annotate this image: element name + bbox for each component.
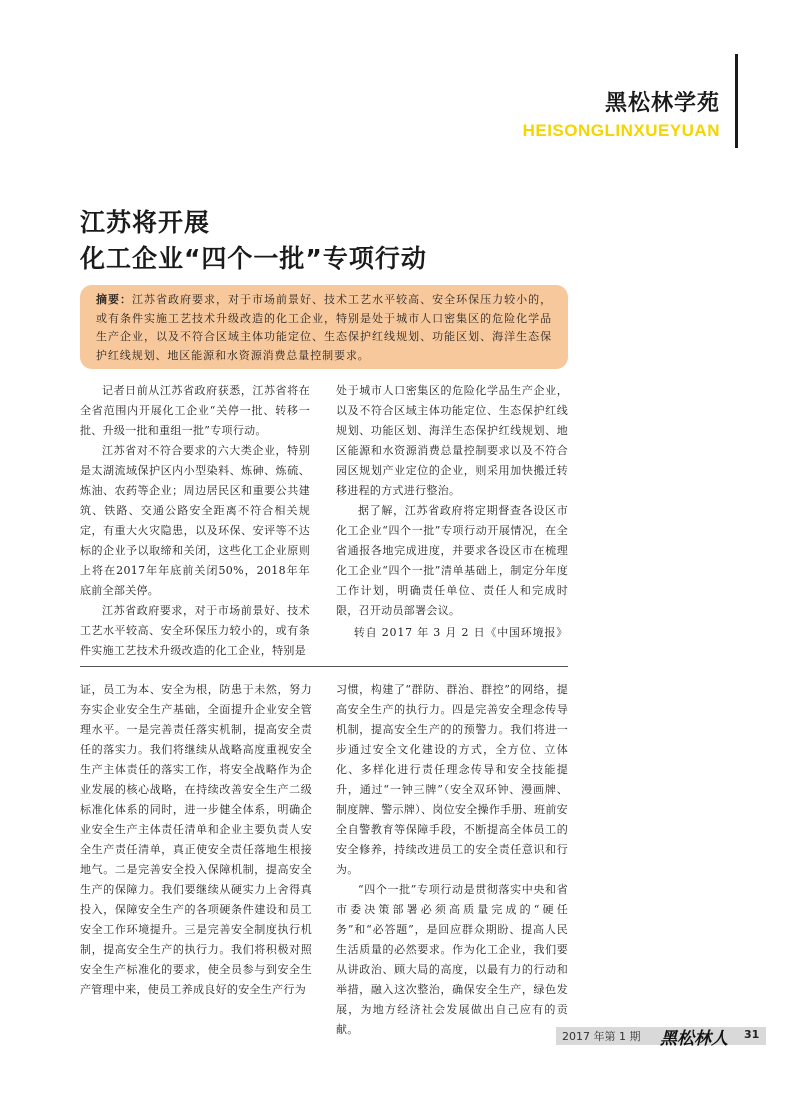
abstract xyxy=(96,291,552,365)
page-number: 31 xyxy=(744,1028,760,1041)
paragraph: 江苏省对不符合要求的六大类企业，特别是太湖流域保护区内小型染料、炼砷、炼硫、炼油、农药等企业；周边居民区和重要公共建筑、铁路、交通公路安全距离不符合相关规定，有重大火灾隐患，以及环保、安评等不达标的企业予以取缔和关闭，这些化工企业原则上将在2017年年底前关闭50%，2018年年底前全部关停。 xyxy=(80,444,310,597)
paragraph: 据了解，江苏省政府将定期督查各设区市化工企业“四个一批”专项行动开展情况，在全省通报各地完成进度，并要求各设区市在梳理化工企业“四个一批”清单基础上，制定分年度工作计划，明确责任单位、责任人和完成时限，召开动员部署会议。 xyxy=(336,504,568,617)
section-divider xyxy=(80,666,568,667)
article-title-line2: 化工企业“四个一批”专项行动 xyxy=(80,244,427,273)
paragraph: 证，员工为本、安全为根，防患于未然，努力夯实企业安全生产基础，全面提升企业安全管理水平。一是完善责任落实机制，提高安全责任的落实力。我们将继续从战略高度重视安全生产主体责任的落实工作，将安全战略作为企业发展的核心战略，在持续改善安全生产二级标准化体系的同时，进一步健全体系，明确企业安全生产主体责任清单和企业主要负责人安全生产责任清单，真正使安全责任落地生根接地气。二是完善安全投入保障机制，提高安全生产的保障力。我们要继续从硬实力上舍得真投入，保障安全生产的各项硬条件建设和员工安全工作环境提升。三是完善安全制度执行机制，提高安全生产的执行力。我们将积极对照安全生产标准化的要求，使全员参与到安全生产管理中来，使员工养成良好的安全生产行为 xyxy=(80,683,312,996)
paragraph: 习惯，构建了“群防、群治、群控”的网络，提高安全生产的执行力。四是完善安全理念传导机制，提高安全生产的的预警力。我们将进一步通过安全文化建设的方式，全方位、立体化、多样化进行责任理念传导和安全技能提升，通过“一钟三牌”（安全双环钟、漫画牌、制度牌、警示牌）、岗位安全操作手册、班前安全自警教育等保障手段，不断提高全体员工的安全修养，持续改进员工的安全责任意识和行为。 xyxy=(336,683,568,876)
paragraph: 处于城市人口密集区的危险化学品生产企业，以及不符合区域主体功能定位、生态保护红线规划、功能区划、海洋生态保护红线规划、地区能源和水资源消费总量控制要求以及不符合园区规划产业定位的企业，则采用加快搬迁转移进程的方式进行整治。 xyxy=(336,384,568,497)
abstract-text: 江苏省政府要求，对于市场前景好、技术工艺水平较高、安全环保压力较小的，或有条件实施工艺技术升级改造的化工企业，特别是处于城市人口密集区的危险化学品生产企业，以及不符合区域主体功能定位、生态保护红线规划、功能区划、海洋生态保护红线规划、地区能源和水资源消费总量控制要求。 xyxy=(96,293,553,362)
lower-right-column xyxy=(336,680,568,1040)
journal-logo: 黑松林人 xyxy=(660,1029,728,1049)
journal-column-title-pinyin: HEISONGLINXUEYUAN xyxy=(522,121,720,140)
header-vertical-rule xyxy=(735,54,738,148)
journal-column-title: 黑松林学苑 xyxy=(604,91,720,116)
lower-left-column xyxy=(80,680,312,1000)
upper-left-column xyxy=(80,381,310,661)
upper-right-column xyxy=(336,381,568,643)
issue-label: 2017 年第 1 期 xyxy=(562,1030,641,1043)
abstract-label: 摘要： xyxy=(96,293,133,306)
paragraph: 江苏省政府要求，对于市场前景好、技术工艺水平较高、安全环保压力较小的，或有条件实施工艺技术升级改造的化工企业，特别是 xyxy=(80,604,310,657)
article-title-line1: 江苏将开展 xyxy=(80,208,211,237)
source-citation: 转自 2017 年 3 月 2 日《中国环境报》 xyxy=(353,626,568,639)
paragraph: 记者日前从江苏省政府获悉，江苏省将在全省范围内开展化工企业“关停一批、转移一批、升级一批和重组一批”专项行动。 xyxy=(80,384,310,437)
paragraph: “四个一批”专项行动是贯彻落实中央和省市委决策部署必须高质量完成的“硬任务”和“必答题”，是回应群众期盼、提高人民生活质量的必然要求。作为化工企业，我们要从讲政治、顾大局的高度，以最有力的行动和举措，融入这次整治，确保安全生产，绿色发展，为地方经济社会发展做出自己应有的贡献。 xyxy=(336,883,568,1036)
